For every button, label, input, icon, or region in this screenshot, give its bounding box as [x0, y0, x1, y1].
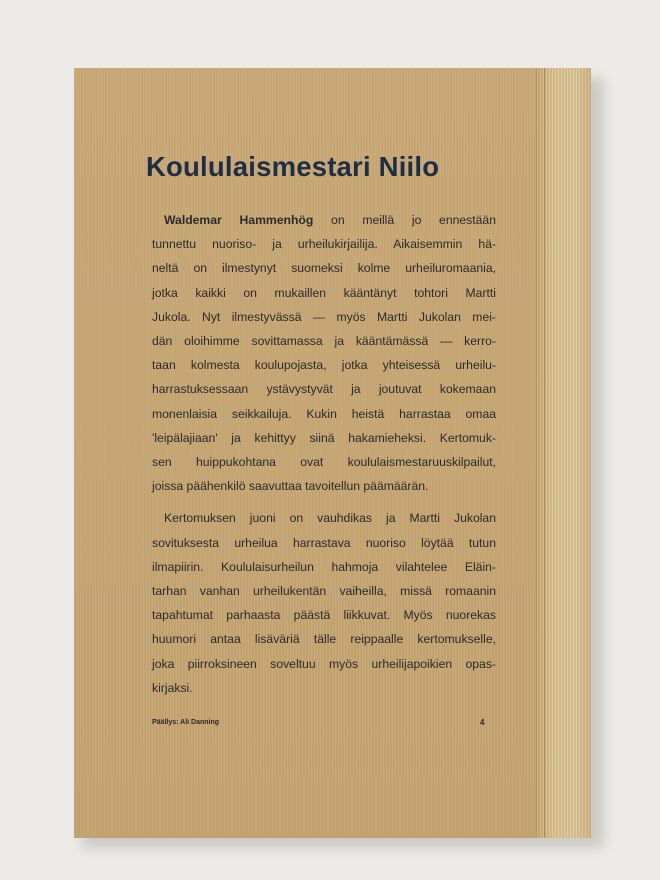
blurb-line: huumori antaa lisäväriä tälle reippaalle kertomukselle, [152, 632, 496, 647]
blurb-line: Waldemar Hammenhög on meillä jo ennestään [164, 213, 496, 227]
blurb-line: tunnettu nuoriso- ja urheilukirjailija. Aikaisemmin hä- [152, 237, 496, 252]
blurb-line: sen huippukohtana ovat koululaismestaruuskilpailut, [152, 455, 496, 470]
blurb-line: neltä on ilmestynyt suomeksi kolme urheiluromaania, [152, 261, 496, 276]
cover-credit: Päällys: Ali Danning [152, 719, 220, 726]
blurb-line: Kertomuksen juoni on vauhdikas ja Martti Jukolan [164, 511, 496, 526]
blurb-paragraph-1 [152, 208, 496, 498]
blurb-text [152, 208, 496, 700]
book-title: Koululaismestari Niilo [146, 151, 440, 182]
blurb-paragraph-2 [152, 506, 496, 700]
spine-hinge [544, 68, 545, 838]
blurb-line: sovituksesta urheilua harrastava nuoriso löytää tutun [152, 535, 496, 550]
blurb-line: monenlaisia seikkailuja. Kukin heistä harrastaa omaa [152, 406, 496, 421]
blurb-line: dän oloihimme sovittamassa ja kääntämässä — kerro- [152, 334, 496, 349]
book-back-cover [74, 68, 590, 838]
blurb-line: 'leipälajiaan' ja kehittyy siinä hakamieheksi. Kertomuk- [152, 430, 496, 445]
blurb-line: joka piirroksineen soveltuu myös urheilijapoikien opas- [152, 656, 496, 671]
blurb-line: ilmapiirin. Koululaisurheilun hahmoja vilahtelee Eläin- [152, 559, 496, 574]
blurb-line: joissa päähenkilö saavuttaa tavoitellun päämäärän. [152, 479, 429, 494]
blurb-line: tarhan vanhan urheilukentän vaiheilla, missä romaanin [152, 584, 496, 599]
cover-panel [74, 68, 536, 838]
author-name: Waldemar Hammenhög [164, 213, 314, 227]
blurb-line: Jukola. Nyt ilmestyvässä — myös Martti Jukolan mei- [152, 309, 496, 324]
blurb-line: harrastuksessaan ystävystyvät ja joutuvat kokemaan [152, 382, 496, 397]
book-number: 4 [480, 718, 485, 727]
blurb-line: kirjaksi. [152, 680, 193, 695]
paragraph-gap [152, 498, 496, 506]
blurb-line: jotka kaikki on mukaillen kääntänyt tohtori Martti [152, 285, 496, 300]
blurb-line: tapahtumat parhaasta päästä liikkuvat. Myös nuorekas [152, 608, 496, 623]
blurb-line: taan kolmesta koulupojasta, jotka yhteisessä urheilu- [152, 358, 496, 373]
